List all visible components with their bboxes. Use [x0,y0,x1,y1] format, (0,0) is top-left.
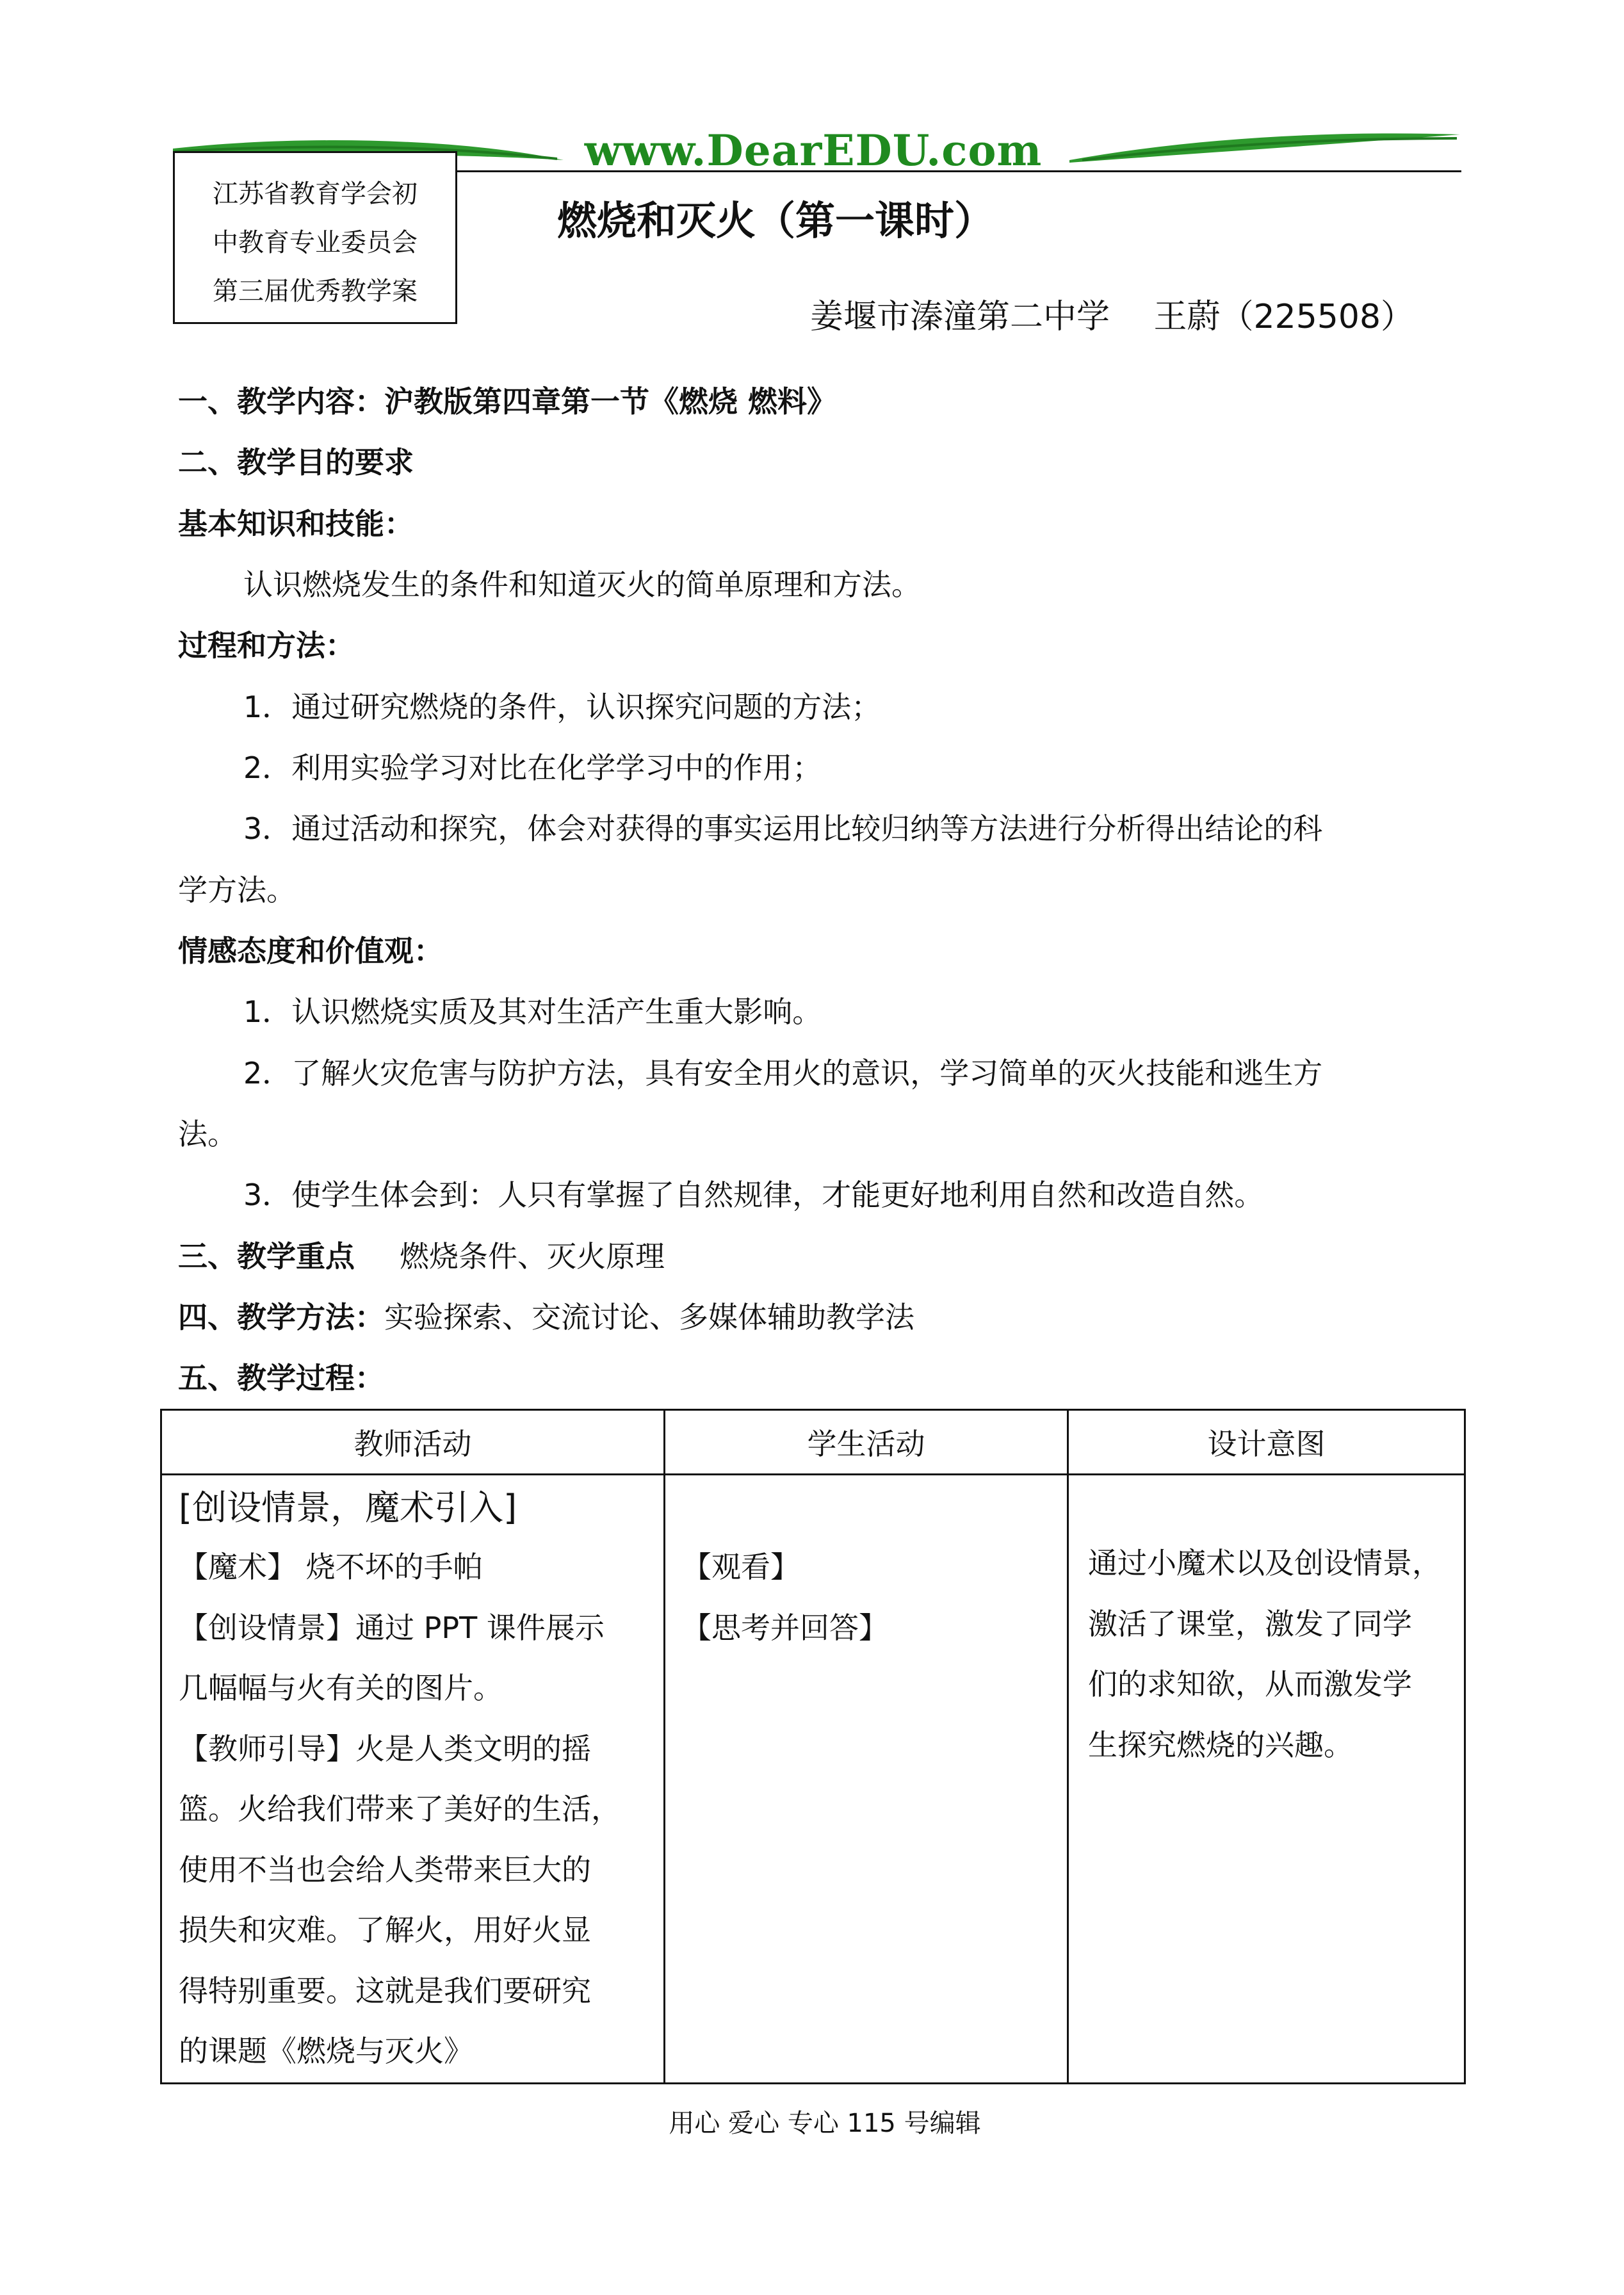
teacher-line: 【教师引导】火是人类文明的摇 [179,1731,591,1766]
process-item-3-cont: 学方法。 [178,873,296,907]
teacher-line: 【创设情景】通过 PPT 课件展示 [179,1610,605,1645]
emotion-item-2-cont: 法。 [178,1117,237,1151]
column-header: 设计意图 [1068,1410,1465,1475]
table-row [161,1475,1465,2084]
teacher-section-title: [创设情景，魔术引入] [179,1488,517,1528]
award-line: 江苏省教育学会初 [213,179,418,209]
emotion-item-2: 2．了解火灾危害与防护方法，具有安全用火的意识，学习简单的灭火技能和逃生方 [243,1056,1323,1091]
site-banner-text: www.DearEDU.com [584,126,1043,175]
knowledge-item: 认识燃烧发生的条件和知道灭火的简单原理和方法。 [243,567,921,602]
focus-label: 三、教学重点 [178,1239,355,1274]
method-value: 实验探索、交流讨论、多媒体辅助教学法 [384,1300,914,1334]
student-line: 【观看】 [682,1550,800,1584]
teacher-line: 损失和灾难。了解火，用好火显 [179,1913,591,1947]
design-line: 们的求知欲，从而激发学 [1088,1667,1412,1701]
emotion-item-3: 3．使学生体会到：人只有掌握了自然规律，才能更好地利用自然和改造自然。 [243,1178,1264,1212]
design-line: 激活了课堂，激发了同学 [1088,1606,1412,1641]
process-item-2: 2．利用实验学习对比在化学学习中的作用； [243,750,822,785]
process-item-3: 3．通过活动和探究，体会对获得的事实运用比较归纳等方法进行分析得出结论的科 [243,811,1323,846]
process-item-1: 1．通过研究燃烧的条件，认识探究问题的方法； [243,690,881,724]
column-header: 学生活动 [665,1410,1068,1475]
emotion-heading: 情感态度和价值观： [178,934,443,968]
emotion-item-1: 1．认识燃烧实质及其对生活产生重大影响。 [243,994,822,1029]
knowledge-heading: 基本知识和技能： [178,507,414,541]
document-title: 燃烧和灭火（第一课时） [557,197,995,244]
author-line: 姜堰市溱潼第二中学 王蔚（225508） [810,298,1415,336]
teacher-line: 几幅幅与火有关的图片。 [179,1671,503,1705]
teacher-line: 得特别重要。这就是我们要研究 [179,1973,591,2008]
page-footer: 用心 爱心 专心 115 号编辑 [669,2109,981,2138]
column-header: 教师活动 [161,1410,665,1475]
design-line: 生探究燃烧的兴趣。 [1088,1727,1353,1762]
teaching-process-heading: 五、教学过程： [178,1361,384,1395]
section-content: 一、教学内容：沪教版第四章第一节《燃烧 燃料》 [178,384,837,419]
teacher-line: 的课题《燃烧与灭火》 [179,2034,473,2068]
award-box [173,151,457,324]
teaching-process-table [160,1409,1466,2084]
process-heading: 过程和方法： [178,628,355,663]
method-line [178,1297,914,1338]
award-line: 第三届优秀教学案 [213,277,418,306]
award-line: 中教育专业委员会 [213,228,418,257]
teacher-line: 【魔术】 烧不坏的手帕 [179,1550,483,1584]
design-intent-cell [1068,1475,1465,2084]
focus-line [178,1236,665,1277]
teacher-activity-cell [161,1475,665,2084]
section-goals: 二、教学目的要求 [178,445,414,480]
student-line: 【思考并回答】 [682,1610,888,1645]
method-label: 四、教学方法： [178,1300,384,1334]
design-line: 通过小魔术以及创设情景， [1088,1546,1441,1580]
teacher-line: 篮。火给我们带来了美好的生活， [179,1792,621,1826]
student-activity-cell [665,1475,1068,2084]
table-header-row [161,1410,1465,1475]
focus-value: 燃烧条件、灭火原理 [400,1239,665,1274]
teacher-line: 使用不当也会给人类带来巨大的 [179,1852,591,1887]
